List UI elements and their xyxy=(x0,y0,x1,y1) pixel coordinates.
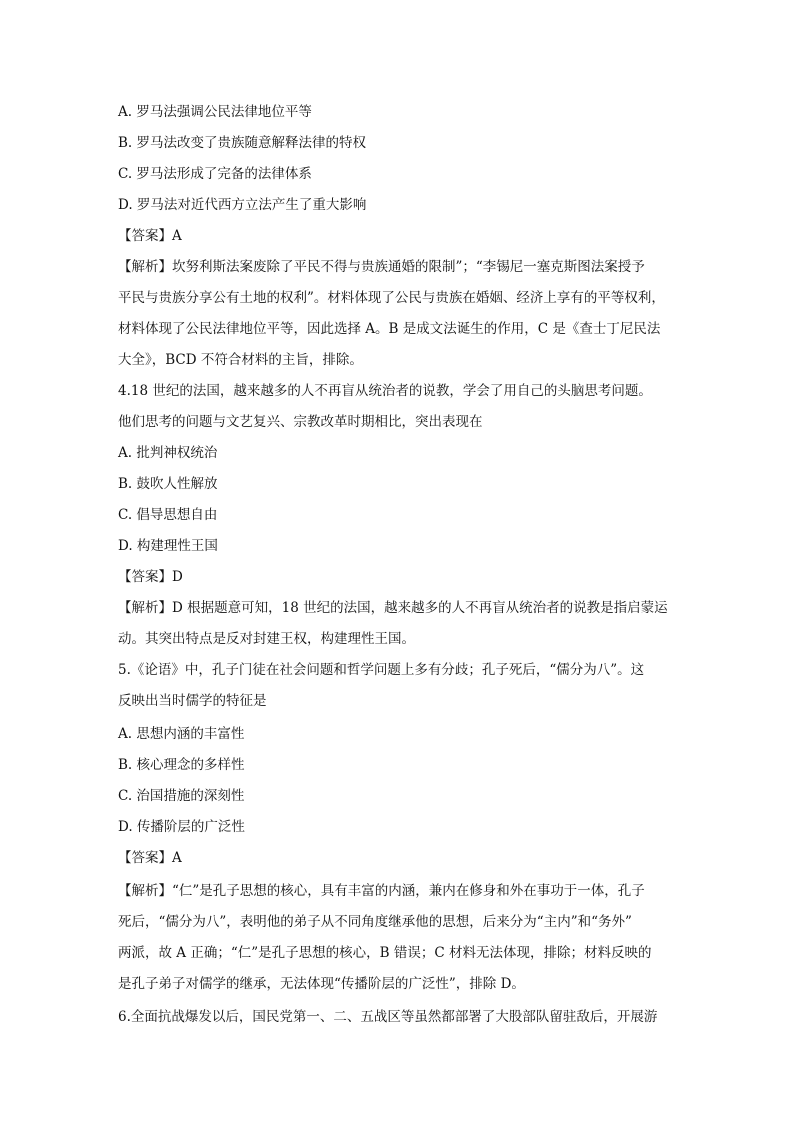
q5-analysis-line-3: 两派，故 A 正确；“仁”是孔子思想的核心，B 错误；C 材料无法体现，排除；材料反映的 xyxy=(118,945,652,961)
q3-analysis-line-4: 大全》，BCD 不符合材料的主旨，排除。 xyxy=(118,352,363,368)
q3-answer: 【答案】A xyxy=(118,228,182,244)
q4-option-c: C. 倡导思想自由 xyxy=(118,507,218,523)
q5-answer: 【答案】A xyxy=(118,850,182,866)
q4-analysis-line-1: 【解析】D 根据题意可知，18 世纪的法国，越来越多的人不再盲从统治者的说教是指启蒙运 xyxy=(118,600,668,616)
q5-stem-line-2: 反映出当时儒学的特征是 xyxy=(118,693,267,709)
q4-stem-line-1: 4.18 世纪的法国，越来越多的人不再盲从统治者的说教，学会了用自己的头脑思考问题。 xyxy=(118,383,652,399)
q3-option-d: D. 罗马法对近代西方立法产生了重大影响 xyxy=(118,197,367,213)
q5-analysis-line-1: 【解析】“仁”是孔子思想的核心，具有丰富的内涵，兼内在修身和外在事功于一体，孔子 xyxy=(118,883,645,899)
q4-option-b: B. 鼓吹人性解放 xyxy=(118,476,218,492)
q5-option-b: B. 核心理念的多样性 xyxy=(118,757,245,773)
q3-option-b: B. 罗马法改变了贵族随意解释法律的特权 xyxy=(118,135,367,151)
q4-option-a: A. 批判神权统治 xyxy=(118,445,218,461)
q5-option-a: A. 思想内涵的丰富性 xyxy=(118,726,245,742)
q4-stem-line-2: 他们思考的问题与文艺复兴、宗教改革时期相比，突出表现在 xyxy=(118,414,483,430)
q5-analysis-line-2: 死后，“儒分为八”，表明他的弟子从不同角度继承他的思想，后来分为“主内”和“务外” xyxy=(118,914,632,930)
q3-analysis-line-1: 【解析】坎努利斯法案废除了平民不得与贵族通婚的限制”；“李锡尼一塞克斯图法案授予 xyxy=(118,259,645,275)
q5-stem-line-1: 5.《论语》中，孔子门徒在社会问题和哲学问题上多有分歧；孔子死后，“儒分为八”。这 xyxy=(118,662,645,678)
q3-option-a: A. 罗马法强调公民法律地位平等 xyxy=(118,104,312,120)
q3-analysis-line-3: 材料体现了公民法律地位平等，因此选择 A。B 是成文法诞生的作用，C 是《查士丁尼民法 xyxy=(118,321,661,337)
q5-option-d: D. 传播阶层的广泛性 xyxy=(118,819,245,835)
q4-analysis-line-2: 动。其突出特点是反对封建王权，构建理性王国。 xyxy=(118,631,415,647)
q3-analysis-line-2: 平民与贵族分享公有土地的权利”。材料体现了公民与贵族在婚姻、经济上享有的平等权利， xyxy=(118,290,665,306)
q5-option-c: C. 治国措施的深刻性 xyxy=(118,788,245,804)
q4-answer: 【答案】D xyxy=(118,569,183,585)
q5-analysis-line-4: 是孔子弟子对儒学的继承，无法体现“传播阶层的广泛性”，排除 D。 xyxy=(118,976,525,992)
q6-stem-line-1: 6.全面抗战爆发以后，国民党第一、二、五战区等虽然都部署了大股部队留驻敌后，开展游 xyxy=(118,1009,658,1025)
q3-option-c: C. 罗马法形成了完备的法律体系 xyxy=(118,166,312,182)
q4-option-d: D. 构建理性王国 xyxy=(118,538,218,554)
